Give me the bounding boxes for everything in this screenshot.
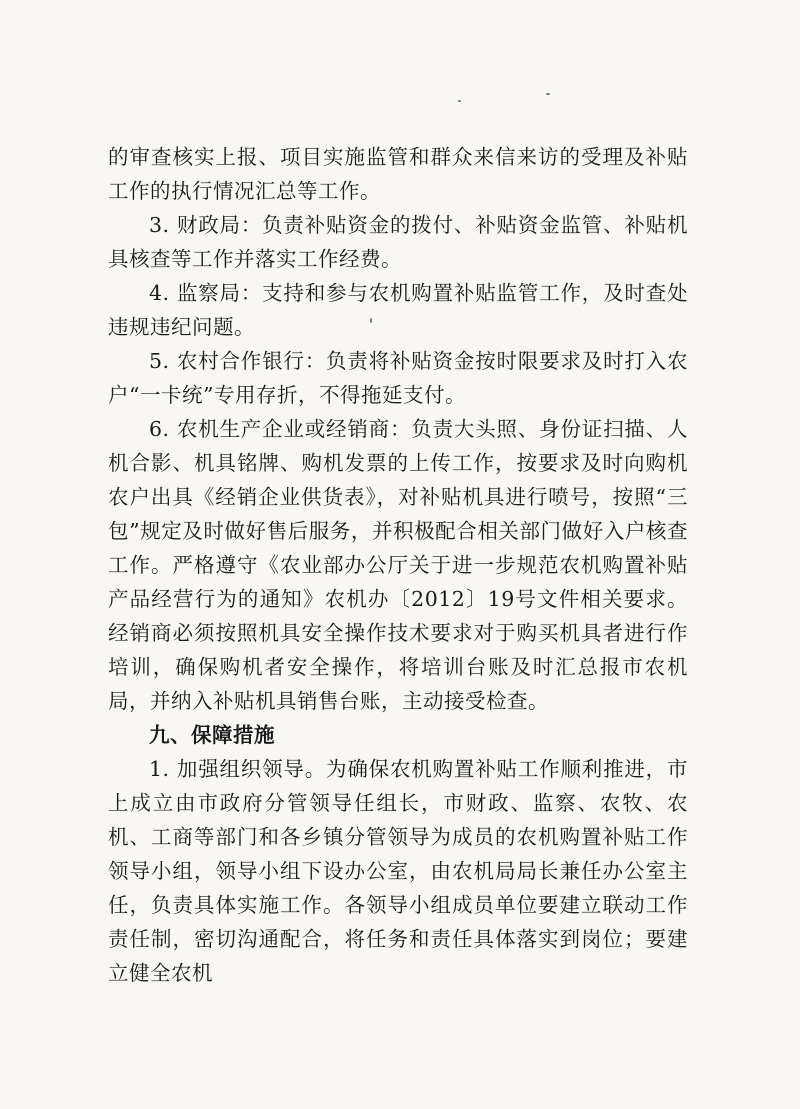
- paragraph-finance-bureau: 3. 财政局：负责补贴资金的拨付、补贴资金监管、补贴机具核查等工作并落实工作经费。: [108, 213, 688, 271]
- section-heading-safeguards: 九、保障措施: [149, 723, 275, 747]
- paragraph-rural-bank: 5. 农村合作银行：负责将补贴资金按时限要求及时打入农户“一卡统”专用存折，不得拖延支付。: [108, 349, 688, 407]
- paragraph-supervision-bureau: 4. 监察局：支持和参与农机购置补贴监管工作，及时查处违规违纪问题。: [108, 281, 688, 339]
- paragraph-organization-leadership: 1. 加强组织领导。为确保农机购置补贴工作顺利推进，市上成立由市政府分管领导任组长，市财政、监察、农牧、农机、工商等部门和各乡镇分管领导为成员的农机购置补贴工作领导小组，领导小组下设办公室，由农机局局长兼任办公室主任，负责具体实施工作。各领导小组成员单位要建立联动工作责任制，密切沟通配合，将任务和责任具体落实到岗位；要建立健全农机: [108, 757, 688, 985]
- paragraph-dealers: 6. 农机生产企业或经销商：负责大头照、身份证扫描、人机合影、机具铭牌、购机发票的上传工作，按要求及时向购机农户出具《经销企业供货表》，对补贴机具进行喷号，按照“三包”规定及时做好售后服务，并积极配合相关部门做好入户核查工作。严格遵守《农业部办公厅关于进一步规范农机购置补贴产品经营行为的通知》农机办〔2012〕19号文件相关要求。经销商必须按照机具安全操作技术要求对于购买机具者进行作培训，确保购机者安全操作，将培训台账及时汇总报市农机局，并纳入补贴机具销售台账，主动接受检查。: [108, 417, 688, 713]
- scan-speck: [546, 93, 550, 95]
- paragraph-continuation: 的审查核实上报、项目实施监管和群众来信来访的受理及补贴工作的执行情况汇总等工作。: [108, 145, 688, 203]
- document-body: [108, 140, 688, 990]
- scan-speck: [458, 100, 461, 102]
